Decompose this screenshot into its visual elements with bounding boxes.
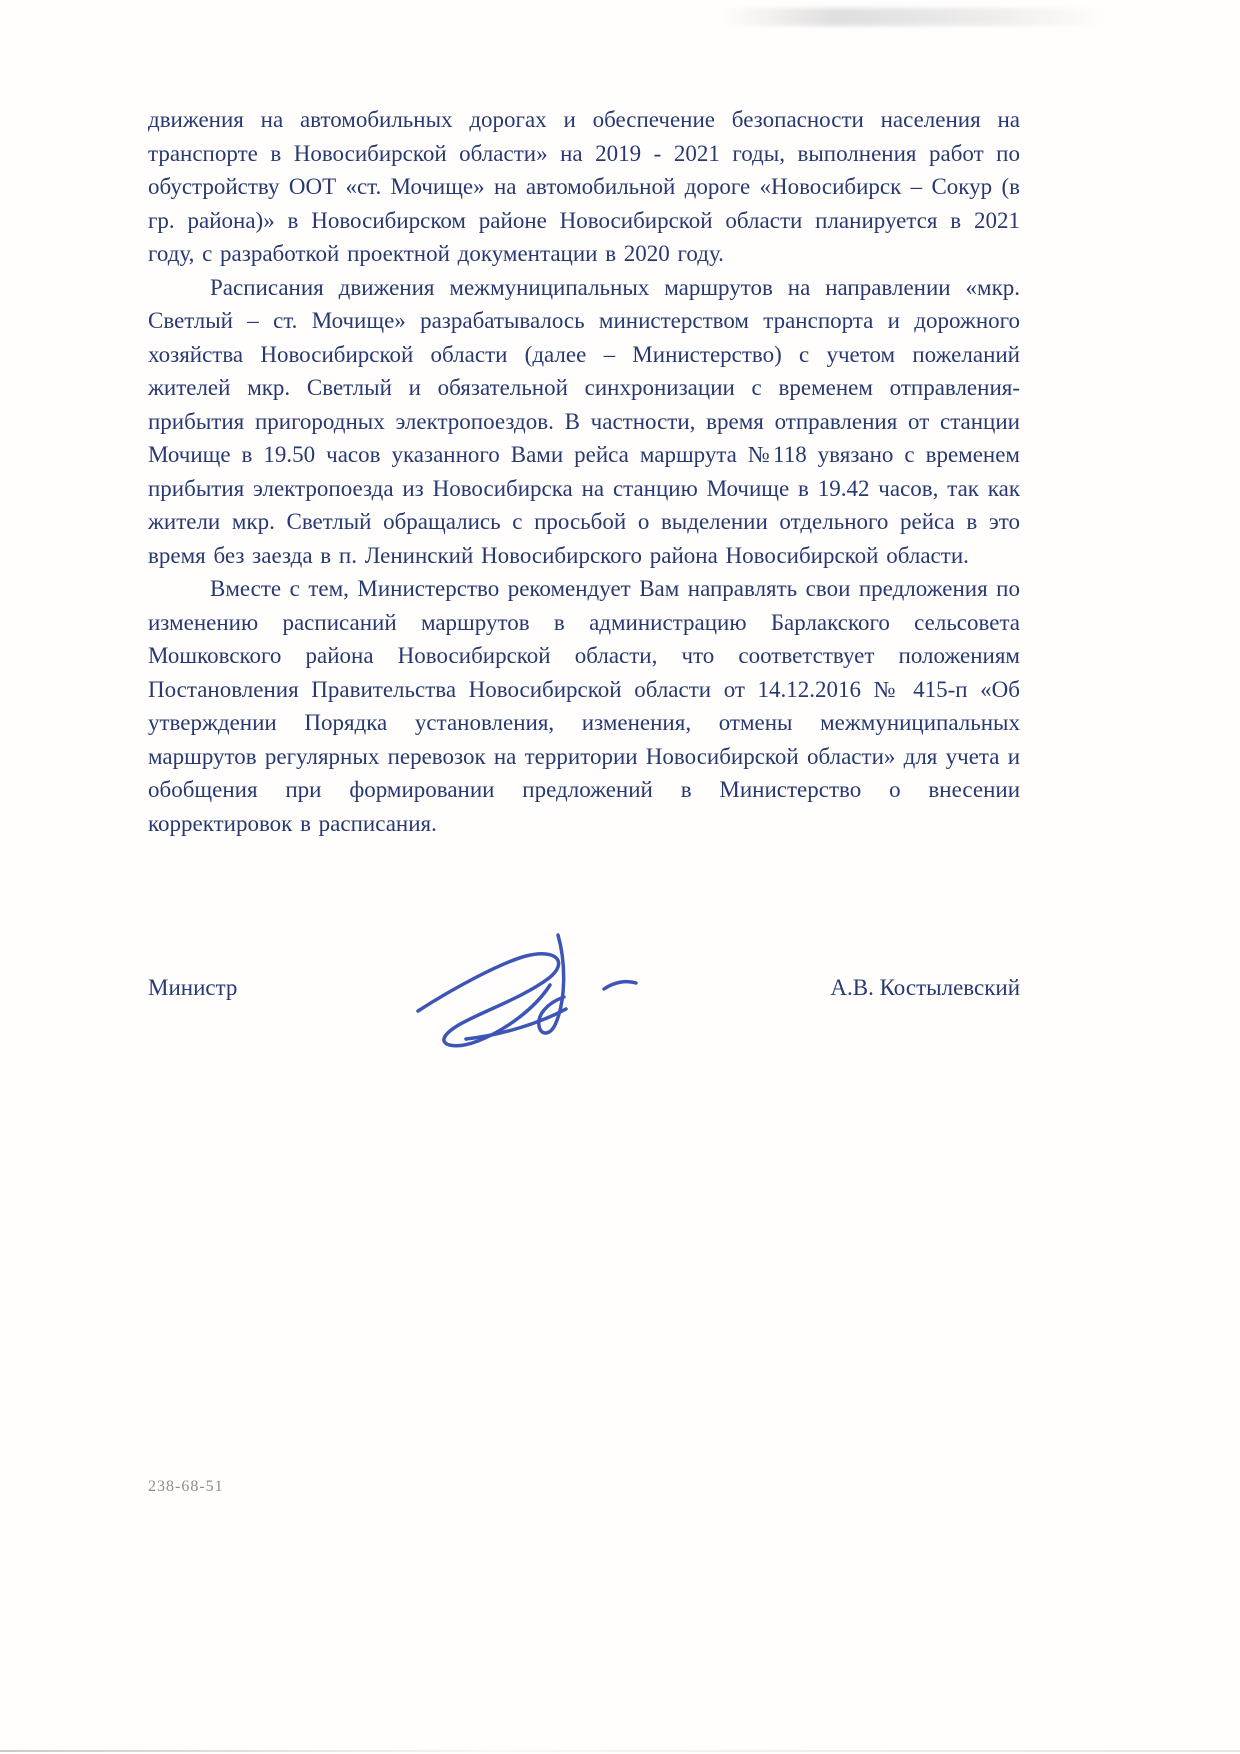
paragraph-continuation: движения на автомобильных дорогах и обеспечение безопасности населения на транспорте в Новосибирской области» на 2019 - 2021 годы, выполнения работ по обустройству ООТ «ст. Мочище» на автомобильной дороге «Новосибирск – Сокур (в гр. района)» в Новосибирском районе Новосибирской области планируется в 2021 году, с разработкой проектной документации в 2020 году. [148,107,1020,266]
paragraph-schedule: Расписания движения межмуниципальных маршрутов на направлении «мкр. Светлый – ст. Мочище» разрабатывалось министерством транспорта и дорожного хозяйства Новосибирской области (далее – Министерство) с учетом пожеланий жителей мкр. Светлый и обязательной синхронизации с временем отправления-прибытия пригородных электропоездов. В частности, время отправления от станции Мочище в 19.50 часов указанного Вами рейса маршрута №118 увязано с временем прибытия электропоезда из Новосибирска на станцию Мочище в 19.42 часов, так как жители мкр. Светлый обращались с просьбой о выделении отдельного рейса в это время без заезда в п. Ленинский Новосибирского района Новосибирской области. [148,274,1020,568]
signature-icon [406,923,686,1053]
signature-block [148,975,1020,1001]
footer-reference-code: 238-68-51 [148,1478,224,1495]
scan-artifact [720,8,1110,26]
paragraph-recommendation: Вместе с тем, Министерство рекомендует Вам направлять свои предложения по изменению расписаний маршрутов в администрацию Барлакского сельсовета Мошковского района Новосибирской области, что соответствует положениям Постановления Правительства Новосибирской области от 14.12.2016 № 415-п «Об утверждении Порядка установления, изменения, отмены межмуниципальных маршрутов регулярных перевозок на территории Новосибирской области» для учета и обобщения при формировании предложений в Министерство о внесении корректировок в расписания. [148,576,1020,836]
signer-title: Министр [148,975,238,1000]
signer-name: А.В. Костылевский [830,975,1020,1000]
letter-body [148,103,1020,840]
scan-edge [0,1750,1240,1752]
